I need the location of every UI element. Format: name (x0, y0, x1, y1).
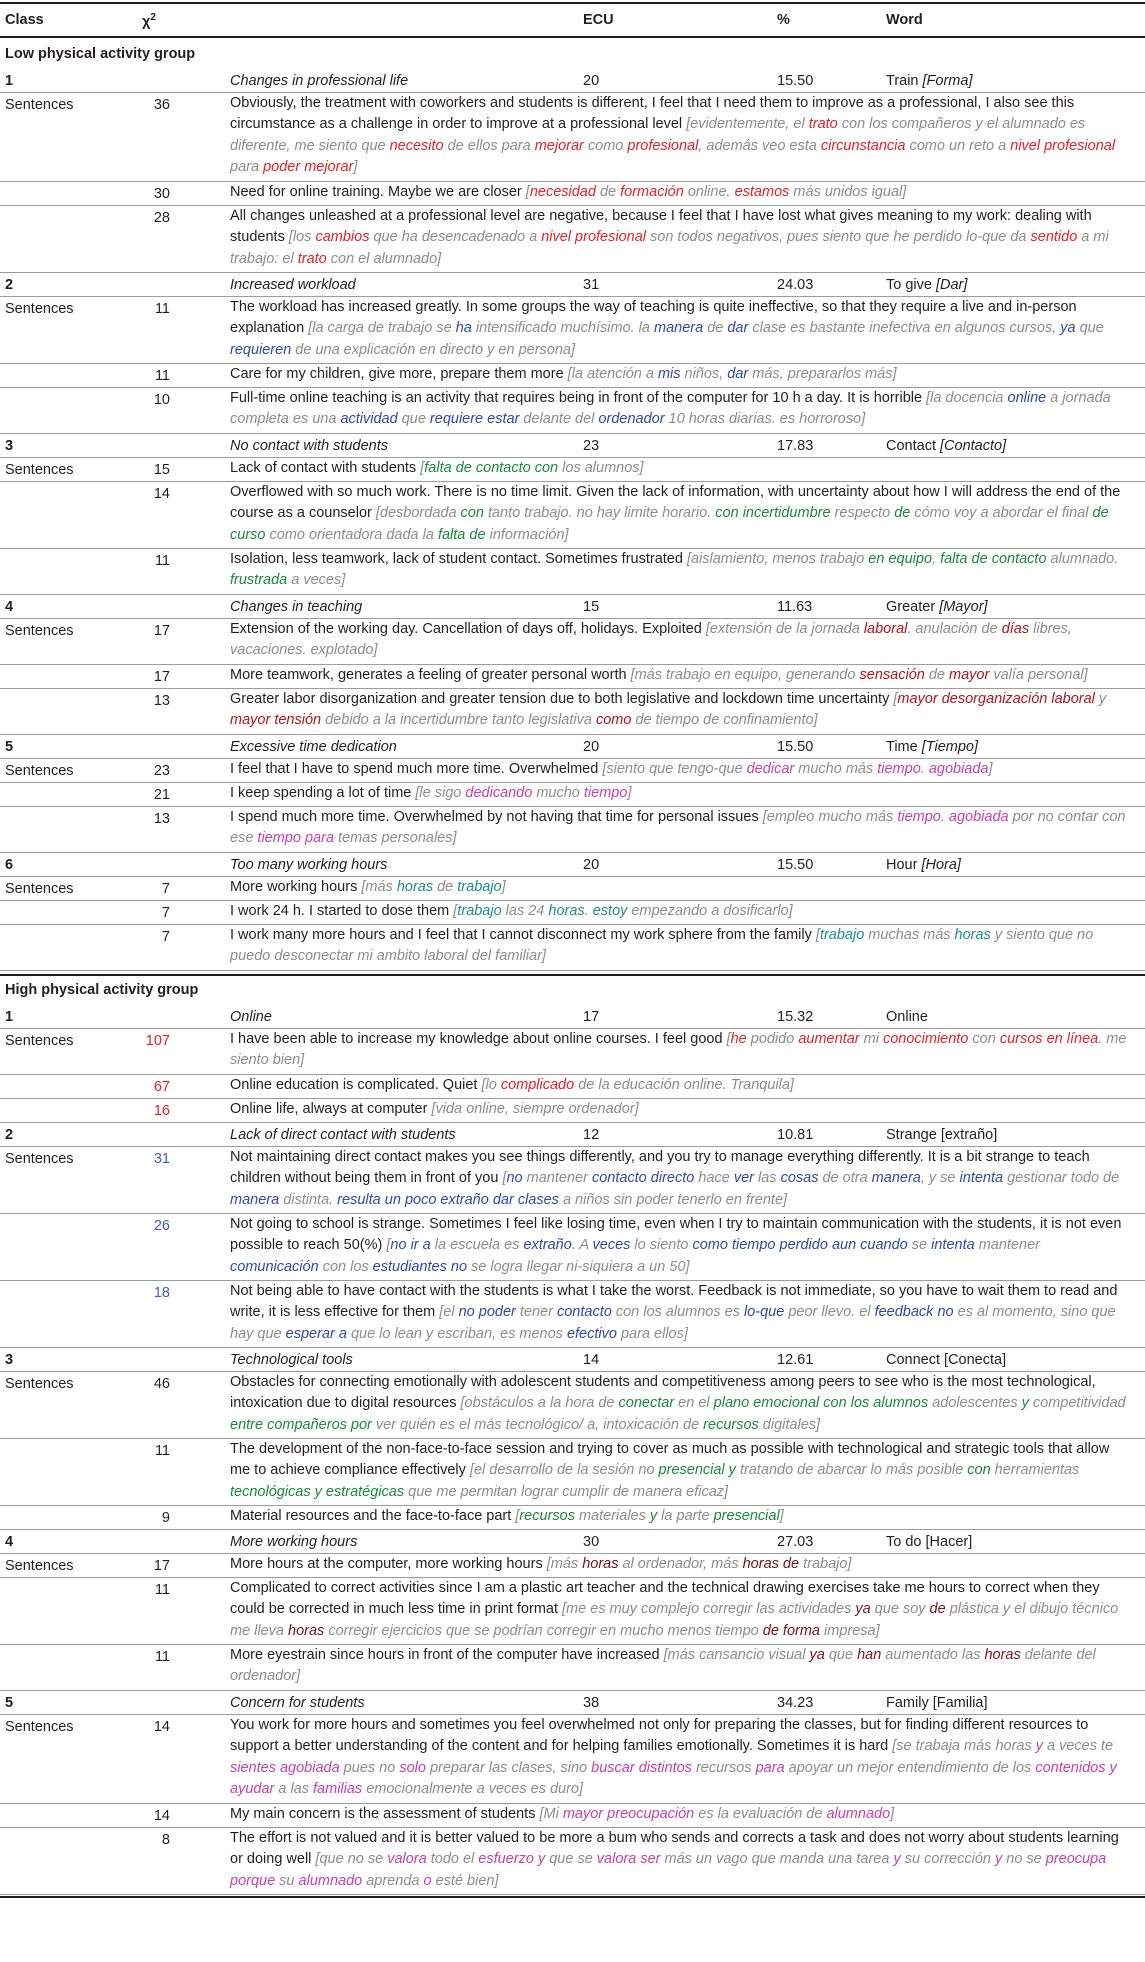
chi-square-value: 7 (161, 929, 170, 945)
english-sentence: Online education is complicated. Quiet (230, 1077, 478, 1093)
ecu-value: 15 (583, 599, 600, 615)
spanish-translation: [no mantener contacto directo hace ver las cosas de otra manera, y se intenta gestionar todo de manera distinta. resulta un poco extraño dar clases a niños sin poder tenerlo en frente] (230, 1170, 1120, 1208)
spanish-translation: [empleo mucho más tiempo. agobiada por no contar con ese tiempo para temas personales] (230, 809, 1126, 847)
chi-square-value: 67 (153, 1079, 170, 1095)
spanish-translation: [recursos materiales y la parte presencial] (515, 1508, 784, 1524)
sentence-text (230, 1281, 1132, 1345)
spanish-translation: [mayor desorganización laboral y mayor tensión debido a la incertidumbre tanto legislativa como de tiempo de confinamiento] (230, 691, 1107, 729)
sentence-text (230, 877, 1132, 898)
divider (0, 1896, 1145, 1898)
header-ecu: ECU (583, 12, 614, 28)
spanish-translation: [más cansancio visual ya que han aumentado las horas delante del ordenador] (230, 1647, 1096, 1685)
chi-square-value: 9 (161, 1510, 170, 1526)
spanish-translation: [que no se valora todo el esfuerzo y que se valora ser más un vago que manda una tarea y su corrección y no se preocupa porque su alumnado aprenda o esté bien] (230, 1851, 1107, 1889)
header-word: Word (886, 12, 923, 28)
sentences-label: Sentences (5, 1719, 74, 1735)
divider (0, 272, 1145, 273)
chi-square-value: 17 (153, 623, 170, 639)
sentence-text (230, 1029, 1132, 1072)
sentence-text (230, 925, 1132, 968)
class-number: 1 (5, 73, 14, 89)
ecu-value: 12 (583, 1127, 600, 1143)
spanish-translation: [la docencia online a jornada completa es una actividad que requiere estar delante del ordenador 10 horas diarias. es horroroso] (230, 390, 1111, 428)
english-sentence: I keep spending a lot of time (230, 785, 412, 801)
class-word: Contact [Contacto] (886, 438, 1007, 454)
english-sentence: More teamwork, generates a feeling of greater personal worth (230, 667, 627, 683)
spanish-translation: [he podido aumentar mi conocimiento con cursos en línea. me siento bien] (230, 1031, 1127, 1069)
class-name: Changes in professional life (230, 73, 409, 89)
class-word-spanish: [Familia] (932, 1695, 988, 1711)
sentence-text (230, 807, 1132, 850)
chi-square-value: 11 (154, 1649, 170, 1665)
sentence-text (230, 549, 1132, 592)
chi-square-value: 11 (154, 1443, 170, 1459)
sentence-text (230, 759, 1132, 780)
chi-square-value: 11 (154, 368, 170, 384)
chi-square-value: 8 (161, 1832, 170, 1848)
english-sentence: Material resources and the face-to-face part (230, 1508, 512, 1524)
class-number: 2 (5, 277, 14, 293)
spanish-translation: [el no poder tener contacto con los alumnos es lo-que peor llevo. el feedback no es al momento, sino que hay que esperar a que lo lean y escriban, es menos efectivo para ellos] (230, 1304, 1116, 1342)
spanish-translation: [más horas de trabajo] (361, 879, 506, 895)
spanish-translation: [vida online, siempre ordenador] (431, 1101, 639, 1117)
spanish-translation: [trabajo muchas más horas y siento que no puedo desconectar mi ambito laboral del familiar] (230, 927, 1094, 965)
spanish-translation: [más trabajo en equipo, generando sensación de mayor valía personal] (630, 667, 1088, 683)
sentence-text (230, 93, 1132, 179)
english-sentence: The effort is not valued and it is better valued to be more a bum who sends and corrects a task and does not worry about students learning or doing well (230, 1830, 1119, 1868)
english-sentence: The workload has increased greatly. In some groups the way of teaching is quite ineffective, so that they require a live and in-person explanation (230, 299, 1077, 337)
chi-square-value: 17 (153, 669, 170, 685)
class-name: Excessive time dedication (230, 739, 397, 755)
divider (0, 1690, 1145, 1691)
spanish-translation: [extensión de la jornada laboral. anulación de días libres, vacaciones. explotado] (230, 621, 1072, 659)
percent-value: 10.81 (777, 1127, 814, 1143)
sentence-text (230, 482, 1132, 546)
chi-square-value: 7 (161, 905, 170, 921)
sentence-text (230, 665, 1132, 686)
chi-square-value: 11 (154, 1582, 170, 1598)
sentence-text (230, 1147, 1132, 1211)
sentence-text (230, 388, 1132, 431)
english-sentence: I work many more hours and I feel that I cannot disconnect my work sphere from the family (230, 927, 812, 943)
sentence-text (230, 1372, 1132, 1436)
sentence-text (230, 1715, 1132, 1801)
divider (0, 36, 1145, 38)
class-word: Online (886, 1009, 928, 1025)
group-title: High physical activity group (5, 982, 199, 998)
class-word: Family [Familia] (886, 1695, 988, 1711)
percent-value: 24.03 (777, 277, 814, 293)
chi-square-value: 36 (153, 97, 170, 113)
class-word-spanish: [Conecta] (944, 1352, 1007, 1368)
english-sentence: Obviously, the treatment with coworkers and students is different, I feel that I need them to improve as a professional, I also see this circumstance as a challenge in order to improve at a professional level (230, 95, 1075, 133)
class-word: Hour [Hora] (886, 857, 961, 873)
sentences-label: Sentences (5, 1376, 74, 1392)
divider (0, 734, 1145, 735)
chi-square-value: 17 (153, 1558, 170, 1574)
class-word: Time [Tiempo] (886, 739, 978, 755)
class-word-spanish: [Contacto] (940, 438, 1007, 454)
chi-square-value: 11 (154, 301, 170, 317)
english-sentence: Lack of contact with students (230, 460, 417, 476)
class-name: Too many working hours (230, 857, 388, 873)
sentence-text (230, 1099, 1132, 1120)
chi-square-value: 16 (153, 1103, 170, 1119)
percent-value: 27.03 (777, 1534, 814, 1550)
chi-square-value: 46 (153, 1376, 170, 1392)
class-number: 5 (5, 1695, 14, 1711)
class-word-spanish: [Mayor] (939, 599, 988, 615)
sentence-text (230, 1804, 1132, 1825)
spanish-translation: [Mi mayor preocupación es la evaluación de alumnado] (539, 1806, 895, 1822)
english-sentence: Not maintaining direct contact makes you see things differently, and you try to manage everything differently. It is a bit strange to teach children without being them in front of you (230, 1149, 1090, 1187)
sentences-label: Sentences (5, 1558, 74, 1574)
divider (0, 433, 1145, 434)
chi-square-value: 13 (153, 811, 170, 827)
chi-square-value: 21 (153, 787, 170, 803)
divider (0, 970, 1145, 971)
sentence-text (230, 1506, 1132, 1527)
english-sentence: I work 24 h. I started to dose them (230, 903, 450, 919)
sentences-label: Sentences (5, 301, 74, 317)
class-number: 2 (5, 1127, 14, 1143)
class-word: To give [Dar] (886, 277, 968, 293)
class-word: Connect [Conecta] (886, 1352, 1007, 1368)
spanish-translation: [necesidad de formación online. estamos más unidos igual] (525, 184, 907, 200)
class-name: Increased workload (230, 277, 356, 293)
sentences-label: Sentences (5, 1151, 74, 1167)
class-word: Greater [Mayor] (886, 599, 988, 615)
ecu-value: 14 (583, 1352, 600, 1368)
english-sentence: Greater labor disorganization and greater tension due to both legislative and lockdown time uncertainty (230, 691, 890, 707)
english-sentence: Full-time online teaching is an activity that requires being in front of the computer for 10 h a day. It is horrible (230, 390, 923, 406)
chi-square-value: 14 (153, 1719, 170, 1735)
english-sentence: All changes unleashed at a professional level are negative, because I feel that I have lost what gives meaning to my work: dealing with students (230, 208, 1092, 246)
english-sentence: I spend much more time. Overwhelmed by not having that time for personal issues (230, 809, 759, 825)
class-word-spanish: [Hacer] (925, 1534, 973, 1550)
class-name: Lack of direct contact with students (230, 1127, 456, 1143)
sentence-text (230, 689, 1132, 732)
sentences-label: Sentences (5, 881, 74, 897)
spanish-translation: [le sigo dedicando mucho tiempo] (415, 785, 632, 801)
percent-value: 15.50 (777, 739, 814, 755)
english-sentence: Online life, always at computer (230, 1101, 428, 1117)
class-word-spanish: [Forma] (922, 73, 973, 89)
sentence-text (230, 458, 1132, 479)
class-number: 4 (5, 1534, 14, 1550)
chi-square-value: 28 (153, 210, 170, 226)
english-sentence: I have been able to increase my knowledge about online courses. I feel good (230, 1031, 723, 1047)
english-sentence: Care for my children, give more, prepare them more (230, 366, 564, 382)
class-word: Strange [extraño] (886, 1127, 998, 1143)
divider (0, 594, 1145, 595)
percent-value: 15.50 (777, 73, 814, 89)
spanish-translation: [falta de contacto con los alumnos] (420, 460, 644, 476)
chi-square-value: 14 (153, 1808, 170, 1824)
english-sentence: Obstacles for connecting emotionally with adolescent students and competitiveness among peers to see who is the most technological, intoxication due to digital resources (230, 1374, 1096, 1412)
sentence-text (230, 1828, 1132, 1892)
chi-square-value: 31 (153, 1151, 170, 1167)
ecu-value: 20 (583, 739, 600, 755)
ecu-value: 31 (583, 277, 600, 293)
ecu-value: 30 (583, 1534, 600, 1550)
english-sentence: Complicated to correct activities since I am a plastic art teacher and the technical drawing exercises take me hours to correct when they could be corrected in much less time in print format (230, 1580, 1100, 1618)
class-number: 6 (5, 857, 14, 873)
ecu-value: 23 (583, 438, 600, 454)
english-sentence: Overflowed with so much work. There is no time limit. Given the lack of information, with uncertainty about how I will address the end of the course as a counselor (230, 484, 1121, 522)
ecu-value: 20 (583, 857, 600, 873)
class-name: Changes in teaching (230, 599, 363, 615)
english-sentence: More eyestrain since hours in front of the computer have increased (230, 1647, 660, 1663)
class-word-spanish: [extraño] (940, 1127, 998, 1143)
english-sentence: More working hours (230, 879, 358, 895)
header-class: Class (5, 12, 44, 28)
sentence-text (230, 1214, 1132, 1278)
ecu-value: 17 (583, 1009, 600, 1025)
chi-square-value: 23 (153, 763, 170, 779)
chi-square-value: 107 (145, 1033, 170, 1049)
class-word-spanish: [Hora] (921, 857, 961, 873)
class-name: More working hours (230, 1534, 358, 1550)
sentence-text (230, 182, 1132, 203)
sentence-text (230, 1578, 1132, 1642)
sentence-text (230, 619, 1132, 662)
chi-symbol: χ (142, 13, 151, 30)
divider (0, 852, 1145, 853)
spanish-translation: [no ir a la escuela es extraño. A veces lo siento como tiempo perdido aun cuando se intenta mantener comunicación con los estudiantes no se logra llegar ni-siquiera a un 50] (230, 1237, 1040, 1275)
english-sentence: Not being able to have contact with the students is what I take the worst. Feedback is not immediate, so you have to wait them to read and write, it is less effective for them (230, 1283, 1118, 1321)
class-name: No contact with students (230, 438, 388, 454)
divider (0, 1529, 1145, 1530)
chi-square-value: 30 (153, 186, 170, 202)
sentence-text (230, 1645, 1132, 1688)
ecu-value: 20 (583, 73, 600, 89)
english-sentence: More hours at the computer, more working hours (230, 1556, 543, 1572)
spanish-translation: [la atención a mis niños, dar más, prepararlos más] (567, 366, 897, 382)
english-sentence: My main concern is the assessment of students (230, 1806, 536, 1822)
class-word-spanish: [Tiempo] (921, 739, 978, 755)
spanish-translation: [siento que tengo-que dedicar mucho más tiempo. agobiada] (602, 761, 993, 777)
chi-square-value: 15 (153, 462, 170, 478)
class-word: To do [Hacer] (886, 1534, 973, 1550)
spanish-translation: [la carga de trabajo se ha intensificado muchísimo. la manera de dar clase es bastante inefectiva en algunos cursos, ya que requieren de una explicación en directo y en persona] (230, 320, 1104, 358)
chi-square-value: 7 (161, 881, 170, 897)
sentence-text (230, 1439, 1132, 1503)
spanish-translation: [lo complicado de la educación online. Tranquila] (481, 1077, 794, 1093)
english-sentence: I feel that I have to spend much more time. Overwhelmed (230, 761, 599, 777)
divider (0, 2, 1145, 4)
spanish-translation: [desbordada con tanto trabajo. no hay limite horario. con incertidumbre respecto de cómo voy a abordar el final de curso como orientadora dada la falta de información] (230, 505, 1109, 543)
chi-square-value: 13 (153, 693, 170, 709)
english-sentence: Need for online training. Maybe we are closer (230, 184, 522, 200)
group-title: Low physical activity group (5, 46, 196, 62)
header-chi-square (142, 8, 156, 32)
english-sentence: Not going to school is strange. Sometimes I feel like losing time, even when I try to maintain communication with the students, it is not even possible to reach 50(%) (230, 1216, 1122, 1254)
class-word: Train [Forma] (886, 73, 973, 89)
sentences-label: Sentences (5, 97, 74, 113)
spanish-translation: [los cambios que ha desencadenado a nivel profesional son todos negativos, pues siento que he perdido lo-que da sentido a mi trabajo: el trato con el alumnado] (230, 229, 1109, 267)
chi-square-value: 11 (154, 553, 170, 569)
chi-superscript: 2 (150, 12, 156, 23)
divider (0, 974, 1145, 976)
sentence-text (230, 783, 1132, 804)
percent-value: 15.50 (777, 857, 814, 873)
class-number: 1 (5, 1009, 14, 1025)
percent-value: 17.83 (777, 438, 814, 454)
class-number: 3 (5, 438, 14, 454)
class-name: Technological tools (230, 1352, 353, 1368)
header-percent: % (777, 12, 790, 28)
divider (0, 1347, 1145, 1348)
class-name: Concern for students (230, 1695, 365, 1711)
class-number: 5 (5, 739, 14, 755)
sentence-text (230, 297, 1132, 361)
english-sentence: Isolation, less teamwork, lack of student contact. Sometimes frustrated (230, 551, 683, 567)
sentences-label: Sentences (5, 763, 74, 779)
class-number: 3 (5, 1352, 14, 1368)
sentence-text (230, 1554, 1132, 1575)
spanish-translation: [el desarrollo de la sesión no presencial y tratando de abarcar lo más posible con herramientas tecnológicas y estratégicas que me permitan lograr cumplir de manera eficaz] (230, 1462, 1080, 1500)
chi-square-value: 10 (153, 392, 170, 408)
sentence-text (230, 1075, 1132, 1096)
english-sentence: You work for more hours and sometimes you feel overwhelmed not only for preparing the classes, but for finding different resources to support a better understanding of the content and for helping families emotionally. Sometimes it is hard (230, 1717, 1089, 1755)
spanish-translation: [me es muy complejo corregir las actividades ya que soy de plástica y el dibujo técnico me lleva horas corregir ejercicios que se podrían corregir en mucho menos tiempo de forma impresa] (230, 1601, 1119, 1639)
english-sentence: The development of the non-face-to-face session and trying to cover as much as possible with technological and strategic tools that allow me to achieve compliance effectively (230, 1441, 1110, 1479)
sentences-label: Sentences (5, 623, 74, 639)
ecu-value: 38 (583, 1695, 600, 1711)
sentences-label: Sentences (5, 1033, 74, 1049)
sentence-text (230, 901, 1132, 922)
spanish-translation: [aislamiento, menos trabajo en equipo, falta de contacto alumnado. frustrada a veces] (230, 551, 1119, 589)
percent-value: 15.32 (777, 1009, 814, 1025)
sentence-text (230, 364, 1132, 385)
spanish-translation: [se trabaja más horas y a veces te sientes agobiada pues no solo preparar las clases, sino buscar distintos recursos para apoyar un mejor entendimiento de los contenidos y ayudar a las familias emocionalmente a veces es duro] (230, 1738, 1117, 1798)
class-number: 4 (5, 599, 14, 615)
chi-square-value: 18 (153, 1285, 170, 1301)
spanish-translation: [más horas al ordenador, más horas de trabajo] (546, 1556, 852, 1572)
sentence-text (230, 206, 1132, 270)
chi-square-value: 14 (153, 486, 170, 502)
percent-value: 12.61 (777, 1352, 814, 1368)
english-sentence: Extension of the working day. Cancellation of days off, holidays. Exploited (230, 621, 702, 637)
percent-value: 11.63 (777, 599, 813, 615)
spanish-translation: [evidentemente, el trato con los compañeros y el alumnado es diferente, me siento que necesito de ellos para mejorar como profesional, además veo esta circunstancia como un reto a nivel profesional para poder mejorar] (230, 116, 1116, 176)
divider (0, 1122, 1145, 1123)
divider (0, 1894, 1145, 1895)
class-name: Online (230, 1009, 272, 1025)
percent-value: 34.23 (777, 1695, 814, 1711)
chi-square-value: 26 (153, 1218, 170, 1234)
spanish-translation: [trabajo las 24 horas. estoy empezando a dosificarlo] (453, 903, 793, 919)
spanish-translation: [obstáculos a la hora de conectar en el plano emocional con los alumnos adolescentes y competitividad entre compañeros por ver quién es el más tecnológico/ a, intoxicación de recursos digitales] (230, 1395, 1126, 1433)
class-word-spanish: [Dar] (935, 277, 968, 293)
sentences-label: Sentences (5, 462, 74, 478)
